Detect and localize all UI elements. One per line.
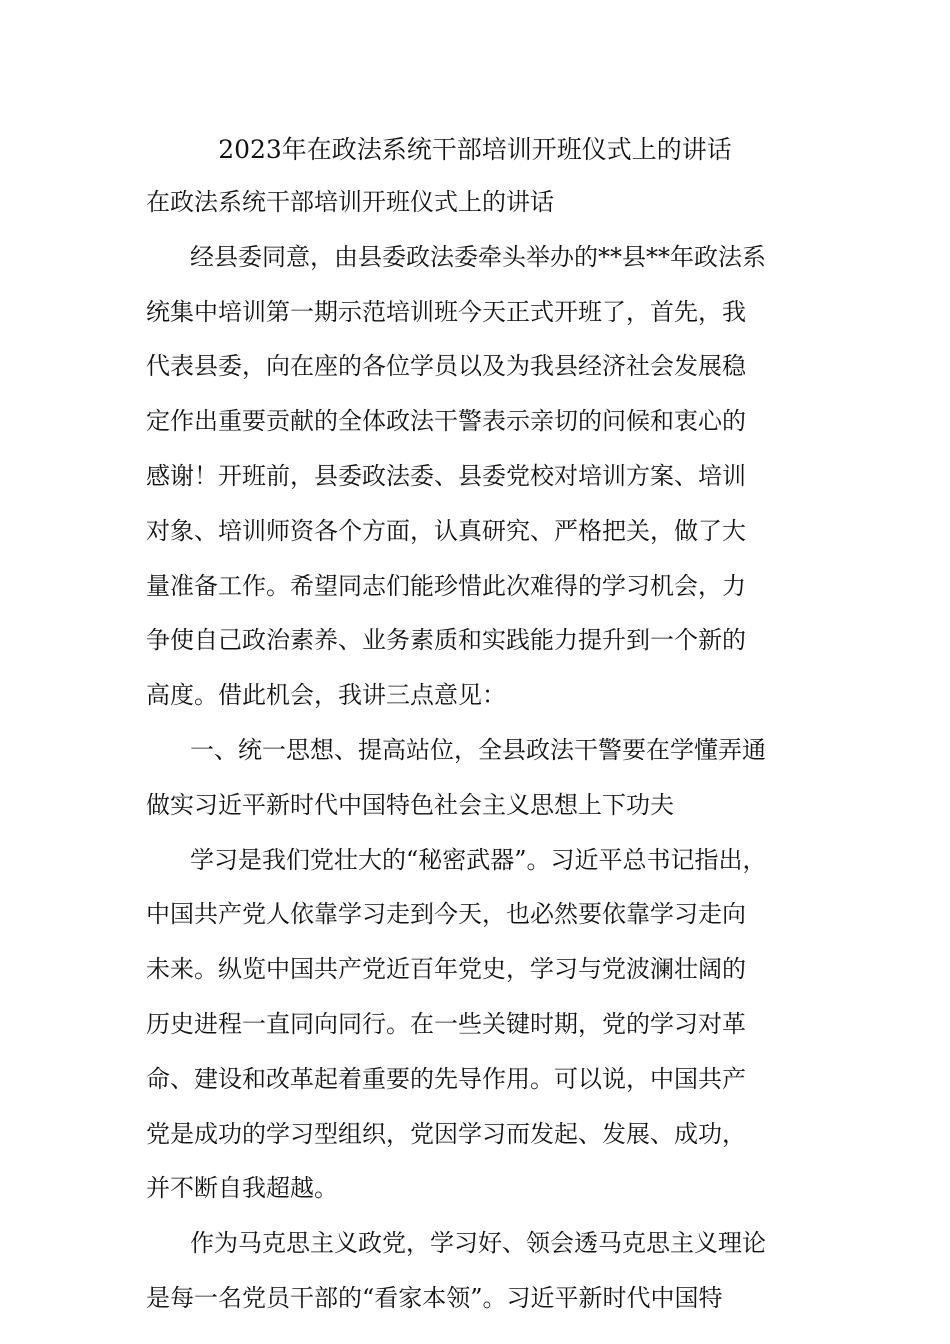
body-line: 历史进程一直同向同行。在一些关键时期，党的学习对革 [146,1009,746,1038]
body-line: 统集中培训第一期示范培训班今天正式开班了，首先，我 [146,297,746,326]
body-line: 命、建设和改革起着重要的先导作用。可以说，中国共产 [146,1064,746,1093]
body-line: 对象、培训师资各个方面，认真研究、严格把关，做了大 [146,516,746,545]
document-subtitle: 在政法系统干部培训开班仪式上的讲话 [146,188,554,216]
body-line: 作为马克思主义政党，学习好、领会透马克思主义理论 [190,1229,766,1258]
body-line: 中国共产党人依靠学习走到今天，也必然要依靠学习走向 [146,900,746,929]
body-line: 量准备工作。希望同志们能珍惜此次难得的学习机会，力 [146,571,746,600]
body-line: 未来。纵览中国共产党近百年党史，学习与党波澜壮阔的 [146,955,746,984]
document-body [146,183,818,1334]
body-line: 经县委同意，由县委政法委牵头举办的**县**年政法系 [190,242,766,271]
body-line: 高度。借此机会，我讲三点意见： [146,681,506,710]
body-line: 做实习近平新时代中国特色社会主义思想上下功夫 [146,790,674,819]
body-line: 代表县委，向在座的各位学员以及为我县经济社会发展稳 [146,352,746,381]
body-line: 争使自己政治素养、业务素质和实践能力提升到一个新的 [146,626,746,655]
body-line: 是每一名党员干部的“看家本领”。习近平新时代中国特 [146,1283,723,1312]
document-title: 2023年在政法系统干部培训开班仪式上的讲话 [218,135,732,164]
body-line: 学习是我们党壮大的“秘密武器”。习近平总书记指出， [190,845,767,874]
body-line: 党是成功的学习型组织，党因学习而发起、发展、成功， [146,1119,746,1148]
body-line: 一、统一思想、提高站位，全县政法干警要在学懂弄通 [190,735,766,764]
body-line: 感谢！开班前，县委政法委、县委党校对培训方案、培训 [146,461,746,490]
body-line: 并不断自我超越。 [146,1174,338,1203]
body-line: 定作出重要贡献的全体政法干警表示亲切的问候和衷心的 [146,407,746,436]
